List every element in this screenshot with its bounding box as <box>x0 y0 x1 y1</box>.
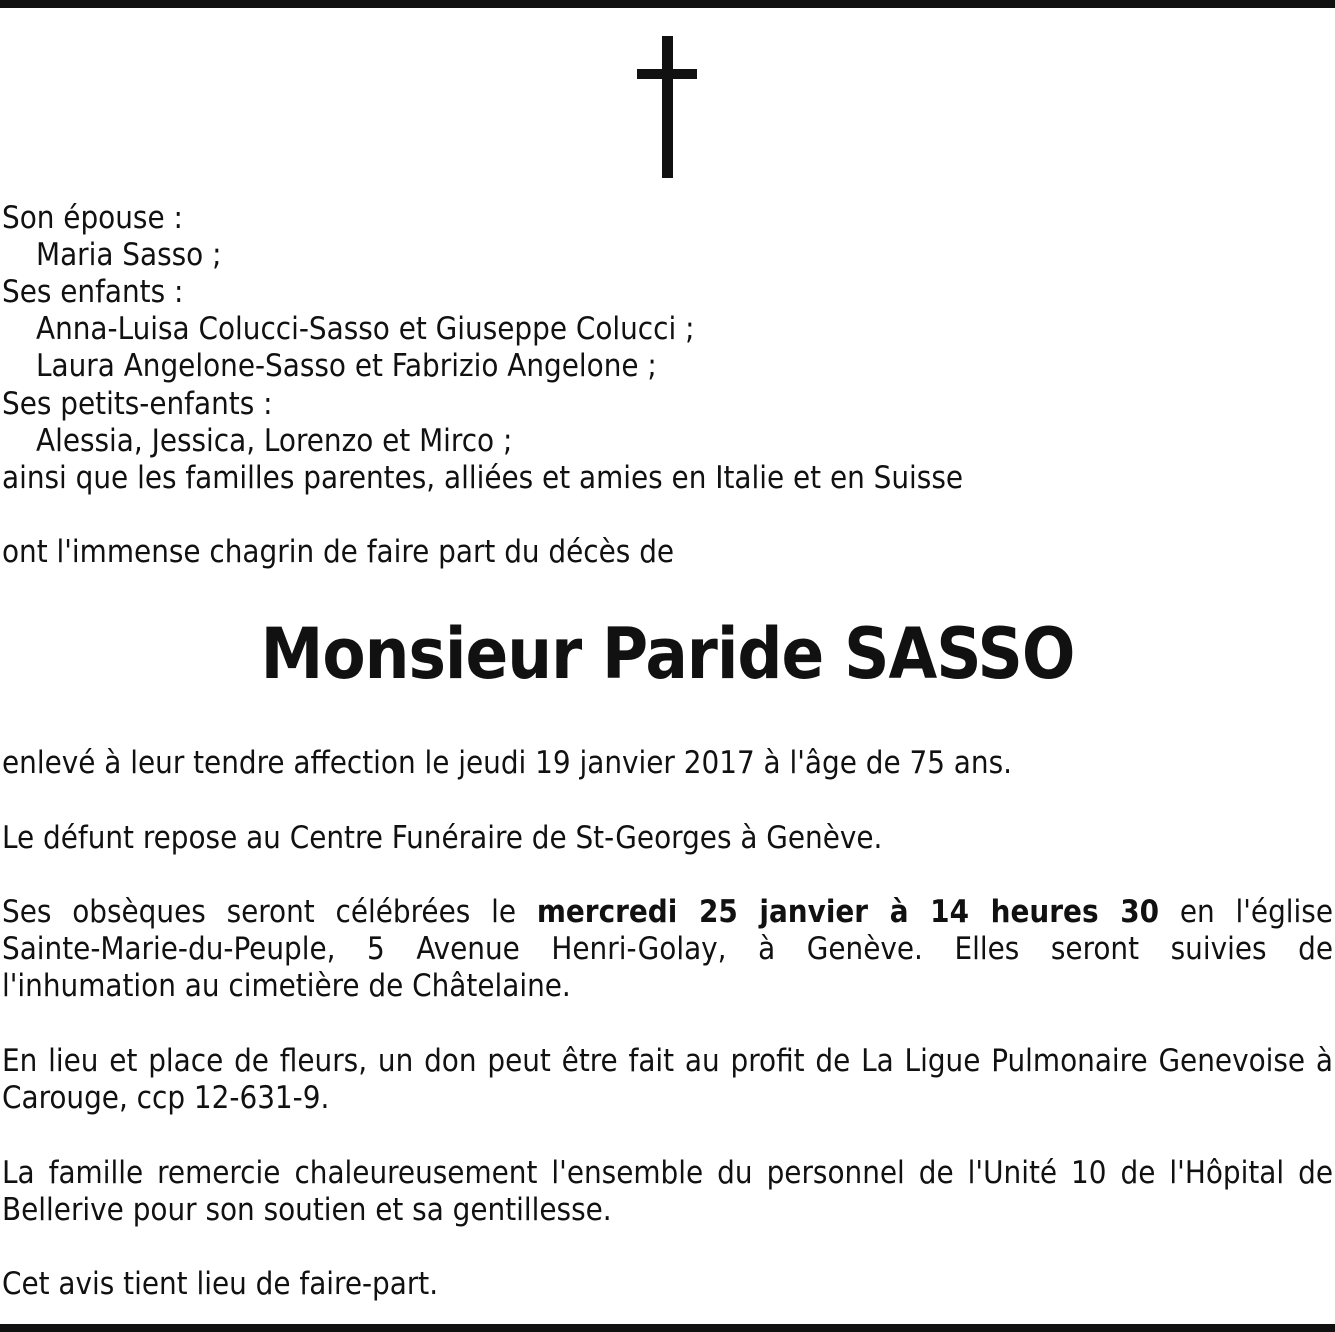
thanks-line-1: La famille remercie chaleureusement l'ensemble du personnel de l'Unité 10 de l'Hôpital de <box>2 1155 1333 1191</box>
cross-icon <box>637 36 697 178</box>
top-border-rule <box>0 0 1335 8</box>
funeral-line-2: Sainte-Marie-du-Peuple, 5 Avenue Henri-Golay, à Genève. Elles seront suivies de <box>2 931 1333 967</box>
funeral-line-1 <box>2 894 1333 931</box>
passing-text: enlevé à leur tendre affection le jeudi 19 janvier 2017 à l'âge de 75 ans. <box>2 745 1012 781</box>
funeral-line-3: l'inhumation au cimetière de Châtelaine. <box>2 968 571 1004</box>
grandchildren-heading: Ses petits-enfants : <box>2 386 273 422</box>
funeral-paragraph <box>2 894 1333 1005</box>
closing-text: Cet avis tient lieu de faire-part. <box>2 1266 439 1302</box>
donation-paragraph <box>2 1043 1333 1117</box>
spouse-name: Maria Sasso ; <box>36 237 222 273</box>
thanks-line-2: Bellerive pour son soutien et sa gentillesse. <box>2 1192 612 1228</box>
funeral-intro: Ses obsèques seront célébrées le <box>2 894 537 930</box>
donation-line-2: Carouge, ccp 12-631-9. <box>2 1080 330 1116</box>
child-entry: Anna-Luisa Colucci-Sasso et Giuseppe Colucci ; <box>36 311 695 347</box>
donation-line-1: En lieu et place de fleurs, un don peut être fait au profit de La Ligue Pulmonaire Genevoise à <box>2 1043 1333 1079</box>
bottom-border-rule <box>0 1324 1335 1332</box>
children-heading: Ses enfants : <box>2 274 184 310</box>
funeral-datetime: mercredi 25 janvier à 14 heures 30 <box>536 894 1160 930</box>
extended-family: ainsi que les familles parentes, alliées et amies en Italie et en Suisse <box>2 460 964 496</box>
thanks-paragraph <box>2 1155 1333 1229</box>
deceased-name: Monsieur Paride SASSO <box>260 613 1075 695</box>
funeral-location-intro: en l'église <box>1159 894 1333 930</box>
child-entry: Laura Angelone-Sasso et Fabrizio Angelone ; <box>36 348 657 384</box>
spouse-heading: Son épouse : <box>2 200 183 236</box>
repose-text: Le défunt repose au Centre Funéraire de St-Georges à Genève. <box>2 820 883 856</box>
announcement-text: ont l'immense chagrin de faire part du décès de <box>2 534 675 570</box>
grandchildren-names: Alessia, Jessica, Lorenzo et Mirco ; <box>36 423 513 459</box>
